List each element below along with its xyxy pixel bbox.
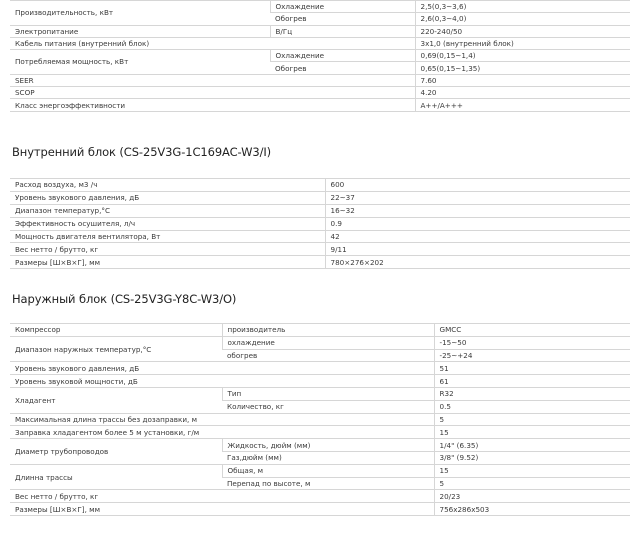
table-row <box>10 387 630 400</box>
row-value: 0.5 <box>434 400 630 413</box>
row-value: 3х1,0 (внутренний блок) <box>415 37 630 49</box>
row-value: 7.60 <box>415 74 630 86</box>
table-row <box>10 204 630 217</box>
row-value: 3/8" (9.52) <box>434 451 630 464</box>
row-label: Класс энергоэффективности <box>10 99 415 111</box>
outdoor-unit-heading: Наружный блок (CS-25V3G-Y8C-W3/O) <box>12 292 237 306</box>
row-value: 2,6(0,3~4,0) <box>415 13 630 25</box>
row-value: GMCC <box>434 324 630 337</box>
table-row <box>10 362 630 375</box>
row-label: Потребляемая мощность, кВт <box>10 50 270 75</box>
row-label: Хладагент <box>10 387 222 413</box>
row-value: 22~37 <box>325 191 630 204</box>
row-mode: Обогрев <box>270 62 415 74</box>
row-value: 2,5(0,3~3,6) <box>415 1 630 13</box>
row-label: Эффективность осушителя, л/ч <box>10 217 325 230</box>
row-value: 220-240/50 <box>415 25 630 37</box>
row-label: Расход воздуха, м3 /ч <box>10 179 325 192</box>
row-value: 5 <box>434 413 630 426</box>
row-value: -15~50 <box>434 336 630 349</box>
table-row <box>10 426 630 439</box>
row-mode: производитель <box>222 324 434 337</box>
row-value: 4.20 <box>415 87 630 99</box>
row-value: 15 <box>434 464 630 477</box>
table-row <box>10 37 630 49</box>
row-label: SCOP <box>10 87 415 99</box>
table-row <box>10 87 630 99</box>
row-mode: Обогрев <box>270 13 415 25</box>
table-row <box>10 256 630 269</box>
row-value: R32 <box>434 387 630 400</box>
table-row <box>10 503 630 516</box>
indoor-unit-heading: Внутренний блок (CS-25V3G-1C169AC-W3/I) <box>12 145 272 159</box>
table-row <box>10 25 630 37</box>
table-row <box>10 1 630 13</box>
row-label: Производительность, кВт <box>10 1 270 26</box>
table-row <box>10 336 630 349</box>
row-label: Диапазон наружных температур,°С <box>10 336 222 362</box>
row-value: 42 <box>325 230 630 243</box>
row-label: Заправка хладагентом более 5 м установки, г/м <box>10 426 434 439</box>
row-mode: Охлаждение <box>270 1 415 13</box>
row-label: Уровень звукового давления, дБ <box>10 362 434 375</box>
row-mode: охлаждение <box>222 336 434 349</box>
row-label: Вес нетто / брутто, кг <box>10 490 434 503</box>
row-value: 61 <box>434 375 630 388</box>
general-specs-table <box>10 0 630 112</box>
row-value: 51 <box>434 362 630 375</box>
row-value: 600 <box>325 179 630 192</box>
row-value: 9/11 <box>325 243 630 256</box>
table-row <box>10 243 630 256</box>
row-value: -25~+24 <box>434 349 630 362</box>
table-row <box>10 439 630 452</box>
table-row <box>10 464 630 477</box>
row-label: Электропитание <box>10 25 270 37</box>
row-value: 0,65(0,15~1,35) <box>415 62 630 74</box>
row-value: 15 <box>434 426 630 439</box>
row-value: 756х286х503 <box>434 503 630 516</box>
row-value: A++/A+++ <box>415 99 630 111</box>
row-mode: Газ,дюйм (мм) <box>222 451 434 464</box>
table-row <box>10 375 630 388</box>
table-row <box>10 230 630 243</box>
row-label: Диаметр трубопроводов <box>10 439 222 465</box>
row-label: Максимальная длина трассы без дозаправки, м <box>10 413 434 426</box>
row-label: Диапазон температур,°С <box>10 204 325 217</box>
row-label: Мощность двигателя вентилятора, Вт <box>10 230 325 243</box>
table-row <box>10 217 630 230</box>
table-row <box>10 324 630 337</box>
outdoor-specs-table <box>10 323 630 516</box>
row-label: Длинна трассы <box>10 464 222 490</box>
table-row <box>10 50 630 62</box>
row-mode: Тип <box>222 387 434 400</box>
table-row <box>10 191 630 204</box>
row-value: 0,69(0,15~1,4) <box>415 50 630 62</box>
indoor-specs-table <box>10 178 630 269</box>
row-mode: Количество, кг <box>222 400 434 413</box>
row-mode: обогрев <box>222 349 434 362</box>
row-value: 1/4" (6.35) <box>434 439 630 452</box>
row-label: Уровень звуковой мощности, дБ <box>10 375 434 388</box>
row-label: SEER <box>10 74 415 86</box>
row-value: 5 <box>434 477 630 490</box>
row-label: Размеры [Ш×В×Г], мм <box>10 256 325 269</box>
row-mode: Общая, м <box>222 464 434 477</box>
row-value: 0.9 <box>325 217 630 230</box>
row-mode: Жидкость, дюйм (мм) <box>222 439 434 452</box>
table-row <box>10 74 630 86</box>
row-unit: В/Гц <box>270 25 415 37</box>
table-row <box>10 490 630 503</box>
table-row <box>10 179 630 192</box>
row-label: Вес нетто / брутто, кг <box>10 243 325 256</box>
row-label: Размеры [Ш×В×Г], мм <box>10 503 434 516</box>
row-mode: Перепад по высоте, м <box>222 477 434 490</box>
table-row <box>10 413 630 426</box>
row-label: Уровень звукового давления, дБ <box>10 191 325 204</box>
row-label: Кабель питания (внутренний блок) <box>10 37 415 49</box>
row-value: 780×276×202 <box>325 256 630 269</box>
table-row <box>10 99 630 111</box>
row-label: Компрессор <box>10 324 222 337</box>
row-mode: Охлаждение <box>270 50 415 62</box>
row-value: 20/23 <box>434 490 630 503</box>
row-value: 16~32 <box>325 204 630 217</box>
